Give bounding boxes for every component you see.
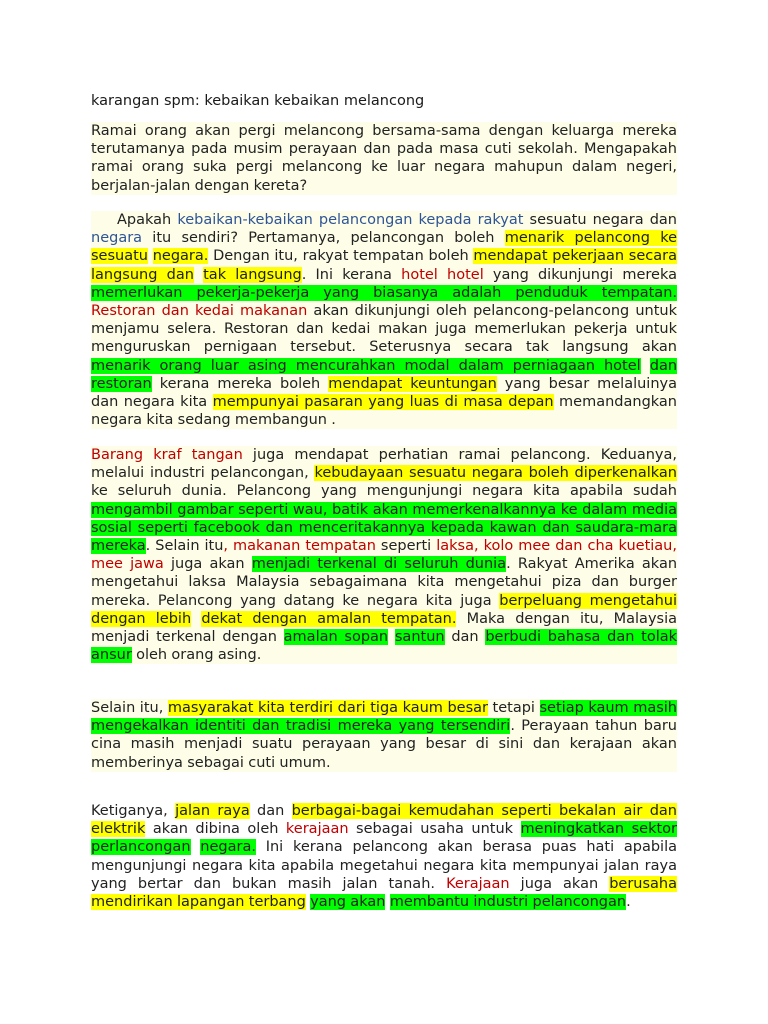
highlight-green: mengambil gambar seperti wau, batik akan memerkenalkannya ke dalam media sosial seperti facebook dan menceritakannya kepada kawan dan saudara-mara mereka — [91, 501, 677, 555]
document-title: karangan spm: kebaikan kebaikan melancong — [91, 93, 425, 109]
text-run — [641, 358, 650, 374]
paragraph-infrastructure — [91, 802, 677, 911]
highlight-green: santun — [394, 629, 445, 646]
highlight-yellow: mendapat pekerjaan secara langsung dan — [91, 248, 677, 283]
highlight-green: amalan sopan — [283, 629, 389, 646]
text-run: Selain itu, — [91, 700, 168, 716]
highlight-green: berbudi bahasa dan tolak ansur — [91, 629, 678, 664]
highlight-green: mengekalkan identiti dan tradisi mereka yang tersendiri — [91, 718, 511, 735]
text-run: . — [626, 894, 631, 911]
text-run: tetapi — [488, 700, 540, 716]
text-run: juga akan — [509, 875, 610, 892]
highlight-yellow: berbagai-bagai kemudahan seperti bekalan air dan elektrik — [91, 803, 677, 838]
highlight-green: negara. — [200, 839, 256, 856]
highlight-green: yang akan — [310, 894, 386, 911]
highlight-yellow: dekat dengan amalan tempatan. — [201, 610, 457, 627]
paragraph-culture — [91, 446, 677, 664]
paragraph-benefit-employment — [91, 211, 677, 429]
highlight-yellow: menarik pelancong ke sesuatu — [91, 230, 677, 265]
text-run: memandangkan negara kita sedang membangun . — [91, 394, 677, 429]
text-run: juga mendapat perhatian ramai pelancong. Keduanya, melalui industri pelancongan, — [91, 447, 677, 482]
highlight-yellow: negara. — [152, 248, 209, 265]
text-run: itu sendiri? Pertamanya, pelancongan boleh — [142, 230, 505, 247]
red-text: Restoran dan kedai makanan — [91, 303, 308, 320]
blue-text: kebaikan-kebaikan pelancongan kepada rakyat — [177, 212, 524, 228]
text-run: yang besar melaluinya dan negara kita — [91, 375, 677, 411]
highlight-green: memerlukan pekerja-pekerja yang biasanya adalah penduduk tempatan. — [91, 284, 677, 301]
highlight-green: menarik orang luar asing mencurahkan modal dalam perniagaan hotel — [91, 357, 641, 374]
text-run: Maka dengan itu, Malaysia menjadi terkenal dengan — [91, 610, 677, 646]
text-run: seperti — [375, 538, 437, 555]
text-run: . Perayaan tahun baru cina masih menjadi suatu perayaan yang besar di sini dan kerajaan akan memberinya sebagai cuti umum. — [91, 718, 677, 771]
text-run — [148, 248, 153, 264]
paragraph-society — [91, 699, 677, 772]
highlight-green: membantu industri pelancongan — [389, 894, 627, 911]
highlight-yellow: masyarakat kita terdiri dari tiga kaum besar — [167, 700, 488, 716]
blue-text: negara — [91, 230, 143, 247]
red-text: kerajaan — [285, 821, 349, 838]
text-run: Apakah — [117, 212, 178, 228]
highlight-yellow: tak langsung — [203, 266, 302, 283]
highlight-yellow: mendapat keuntungan — [328, 375, 497, 392]
text-run — [191, 611, 201, 627]
red-text: laksa, kolo mee dan cha kuetiau, mee jawa — [91, 538, 677, 573]
text-run: sebagai usaha untuk — [348, 821, 521, 838]
text-run: akan dikunjungi oleh pelancong-pelancong untuk menjamu selera. Restoran dan kedai makan juga memerlukan pekerja untuk menguruskan pernigaan tersebut. Seterusnya secara tak langsung akan — [91, 303, 678, 356]
text-run — [191, 839, 201, 855]
highlight-yellow: kebudayaan sesuatu negara boleh diperkenalkan — [314, 465, 677, 482]
highlight-yellow: berpeluang mengetahui dengan lebih — [91, 592, 677, 627]
paragraph-intro — [91, 122, 677, 195]
highlight-yellow: berusaha mendirikan lapangan terbang — [91, 875, 678, 911]
text-run: ke seluruh dunia. Pelancong yang mengunjungi negara kita apabila sudah — [91, 483, 677, 500]
text-run: Ramai orang akan pergi melancong bersama-sama dengan keluarga mereka terutamanya pada musim perayaan dan pada masa cuti sekolah. Mengapakah ramai orang suka pergi melancong ke luar negara mahupun dalam negeri, berjalan-jalan dengan kereta? — [91, 123, 677, 194]
text-run: Dengan itu, rakyat tempatan boleh — [208, 248, 474, 265]
highlight-yellow: jalan raya — [175, 803, 250, 819]
text-run: . Ini kerana — [301, 266, 402, 283]
text-run: akan dibina oleh — [145, 821, 286, 838]
text-run: Ketiganya, — [91, 803, 176, 819]
text-run: dan — [249, 803, 292, 819]
text-run: Ini kerana pelancong akan berasa puas hati apabila mengunjungi negara kita apabila megetahui negara kita mempunyai jalan raya yang bertar dan bukan masih jalan tanah. — [91, 839, 677, 892]
highlight-yellow: mempunyai pasaran yang luas di masa depan — [212, 394, 554, 411]
text-run: . Rakyat Amerika akan mengetahui laksa Malaysia sebagaimana kita mengetahui piza dan burger mereka. Pelancong yang datang ke negara kita juga — [91, 556, 678, 609]
highlight-green: setiap kaum masih — [539, 700, 677, 716]
text-run: kerana mereka boleh — [151, 375, 329, 392]
red-text: hotel hotel — [401, 266, 484, 283]
text-run: dan — [444, 629, 486, 646]
red-text: Barang kraf tangan — [91, 447, 243, 463]
red-text: , makanan tempatan — [223, 538, 376, 555]
text-run: oleh orang asing. — [131, 647, 262, 664]
text-run: . Selain itu — [145, 538, 224, 555]
text-run — [388, 629, 395, 645]
text-run: juga akan — [163, 556, 252, 573]
text-run — [194, 267, 203, 283]
red-text: Kerajaan — [446, 875, 510, 892]
highlight-green: meningkatkan sektor perlancongan — [91, 821, 677, 856]
highlight-green: dan restoran — [91, 357, 678, 392]
highlight-green: menjadi terkenal di seluruh dunia — [251, 556, 507, 573]
text-run: yang dikunjungi mereka — [483, 266, 678, 283]
text-run: sesuatu negara dan — [523, 212, 677, 228]
